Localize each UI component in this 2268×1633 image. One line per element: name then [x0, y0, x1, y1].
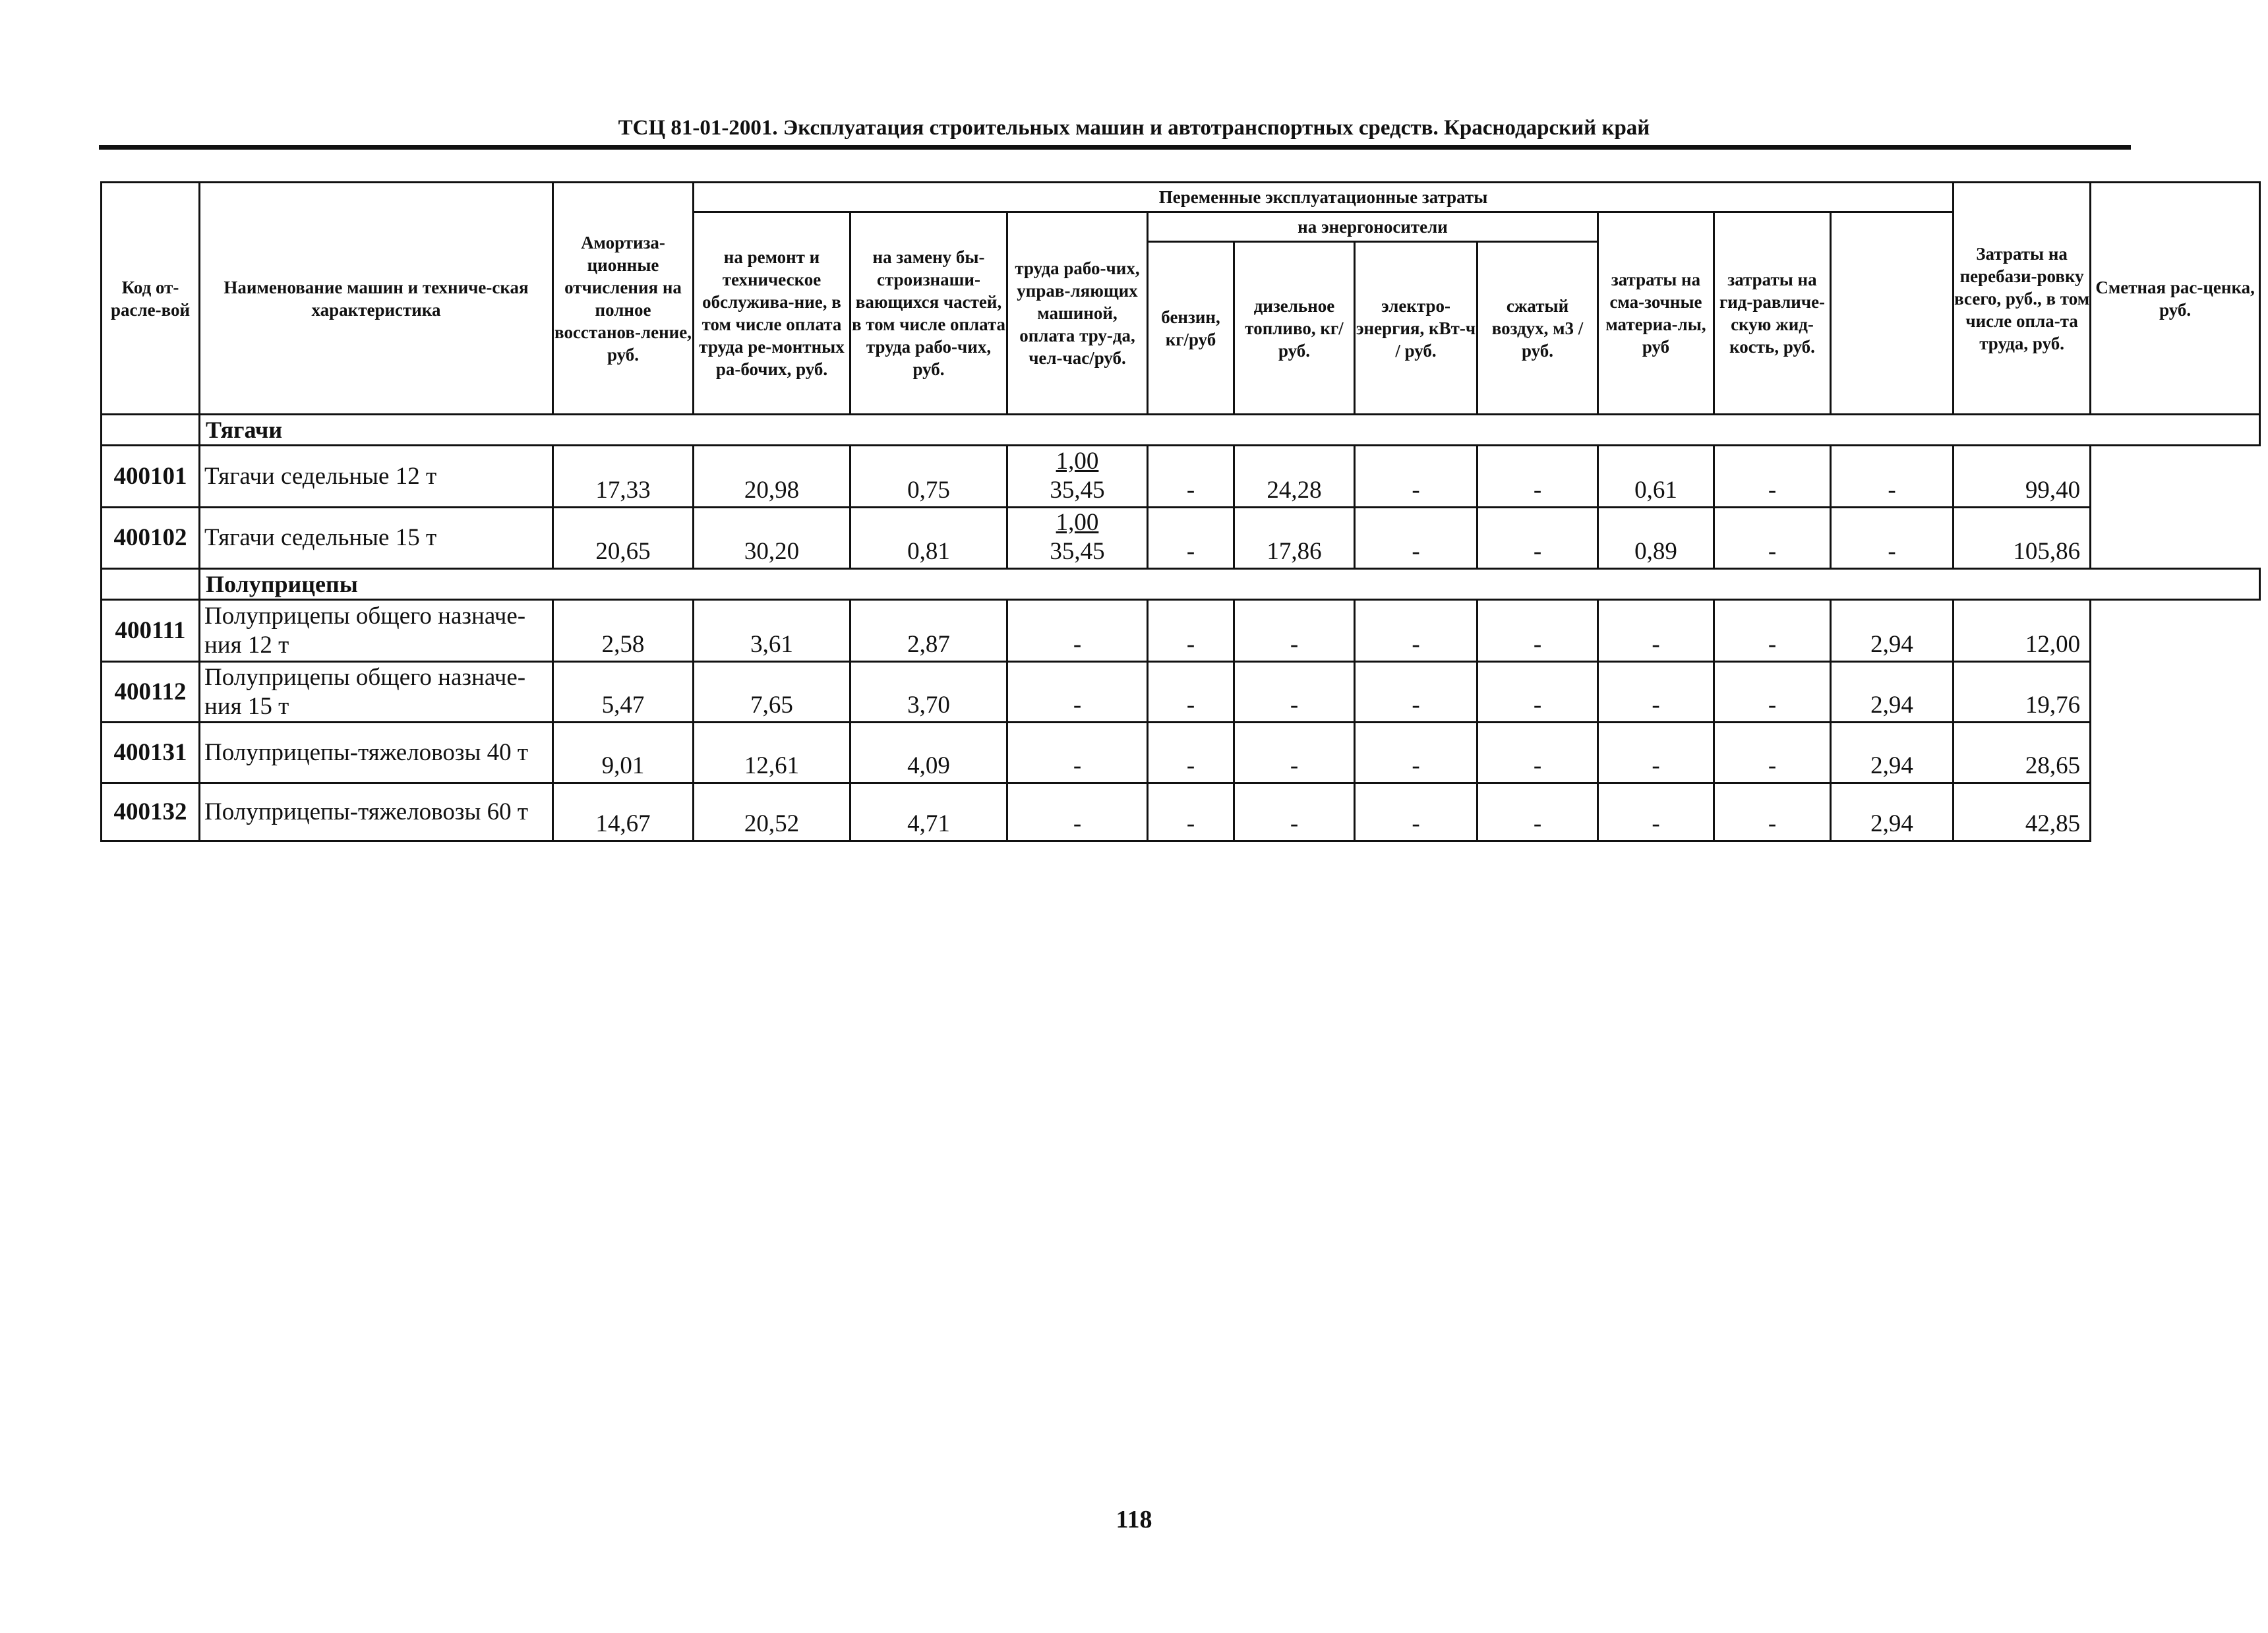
table-row	[102, 783, 2260, 841]
cell-repair: 7,65	[694, 662, 850, 723]
cell-labor: -	[1007, 600, 1148, 662]
cell-amortization: 2,58	[553, 600, 694, 662]
cell-diesel: 17,86	[1234, 508, 1355, 569]
table-row	[102, 446, 2260, 508]
row-code: 400101	[102, 446, 200, 508]
cell-parts: 0,81	[850, 508, 1007, 569]
col-header-diesel: дизельное топливо, кг/руб.	[1234, 242, 1355, 415]
cell-total: 19,76	[1954, 662, 2091, 723]
page-number: 118	[1116, 1506, 1152, 1533]
cell-relocation: 2,94	[1831, 662, 1954, 723]
cell-lubricants: 0,61	[1598, 446, 1714, 508]
cell-compressed-air: -	[1477, 508, 1598, 569]
cell-petrol: -	[1148, 600, 1234, 662]
col-header-amortization: Амортиза-ционные отчисления на полное восстанов-ление, руб.	[553, 183, 694, 415]
col-header-compressed-air: сжатый воздух, м3 / руб.	[1477, 242, 1598, 415]
col-header-energy: на энергоносители	[1148, 212, 1598, 242]
col-header-labor: труда рабо-чих, управ-ляющих машиной, оплата тру-да, чел-час/руб.	[1007, 212, 1148, 415]
cell-electric: -	[1355, 662, 1477, 723]
page-title: ТСЦ 81-01-2001. Эксплуатация строительных машин и автотранспортных средств. Краснодарский край	[618, 116, 1650, 140]
row-name: Полуприцепы общего назначе-ния 12 т	[200, 600, 553, 662]
labor-cost: 35,45	[1050, 477, 1105, 504]
cell-labor	[1007, 508, 1148, 569]
cell-compressed-air: -	[1477, 723, 1598, 783]
table-header	[102, 183, 2260, 415]
cell-lubricants: -	[1598, 662, 1714, 723]
cell-electric: -	[1355, 723, 1477, 783]
cell-labor: -	[1007, 783, 1148, 841]
cell-compressed-air: -	[1477, 783, 1598, 841]
col-header-repair: на ремонт и техническое обслужива-ние, в том числе оплата труда ре-монтных ра-бочих, руб.	[694, 212, 850, 415]
section-code-cell	[102, 569, 200, 600]
section-row	[102, 415, 2260, 446]
cell-electric: -	[1355, 600, 1477, 662]
cell-amortization: 17,33	[553, 446, 694, 508]
cell-compressed-air: -	[1477, 600, 1598, 662]
cell-parts: 4,09	[850, 723, 1007, 783]
labor-cost: 35,45	[1050, 538, 1105, 565]
cell-petrol: -	[1148, 508, 1234, 569]
section-row	[102, 569, 2260, 600]
cell-amortization: 9,01	[553, 723, 694, 783]
cell-relocation: -	[1831, 446, 1954, 508]
row-code: 400131	[102, 723, 200, 783]
col-header-total: Сметная рас-ценка, руб.	[2091, 183, 2260, 415]
cell-repair: 3,61	[694, 600, 850, 662]
cell-total: 99,40	[1954, 446, 2091, 508]
table-row	[102, 662, 2260, 723]
table-row	[102, 508, 2260, 569]
row-name: Тягачи седельные 12 т	[200, 446, 553, 508]
row-name: Полуприцепы-тяжеловозы 40 т	[200, 723, 553, 783]
row-name: Тягачи седельные 15 т	[200, 508, 553, 569]
cell-amortization: 5,47	[553, 662, 694, 723]
cell-lubricants: -	[1598, 600, 1714, 662]
rates-table	[100, 181, 2261, 842]
cell-lubricants: -	[1598, 723, 1714, 783]
cell-hydraulic: -	[1714, 446, 1831, 508]
labor-hours: 1,00	[1056, 509, 1099, 536]
row-code: 400112	[102, 662, 200, 723]
cell-diesel: -	[1234, 600, 1355, 662]
cell-diesel: -	[1234, 723, 1355, 783]
col-header-name: Наименование машин и техниче-ская характеристика	[200, 183, 553, 415]
cell-repair: 12,61	[694, 723, 850, 783]
title-rule	[99, 145, 2131, 150]
cell-amortization: 20,65	[553, 508, 694, 569]
cell-compressed-air: -	[1477, 446, 1598, 508]
cell-hydraulic: -	[1714, 723, 1831, 783]
cell-electric: -	[1355, 446, 1477, 508]
cell-hydraulic: -	[1714, 783, 1831, 841]
labor-fraction	[1050, 508, 1104, 566]
cell-relocation: 2,94	[1831, 723, 1954, 783]
cell-repair: 20,52	[694, 783, 850, 841]
cell-hydraulic: -	[1714, 600, 1831, 662]
cell-petrol: -	[1148, 723, 1234, 783]
cell-diesel: -	[1234, 783, 1355, 841]
cell-relocation: 2,94	[1831, 600, 1954, 662]
row-code: 400102	[102, 508, 200, 569]
cell-electric: -	[1355, 508, 1477, 569]
col-header-code: Код от-расле-вой	[102, 183, 200, 415]
col-header-variable-costs: Переменные эксплуатационные затраты	[694, 183, 1954, 212]
cell-total: 42,85	[1954, 783, 2091, 841]
cell-labor	[1007, 446, 1148, 508]
cell-lubricants: 0,89	[1598, 508, 1714, 569]
cell-hydraulic: -	[1714, 662, 1831, 723]
cell-lubricants: -	[1598, 783, 1714, 841]
cell-parts: 4,71	[850, 783, 1007, 841]
table-row	[102, 723, 2260, 783]
cell-labor: -	[1007, 723, 1148, 783]
cell-parts: 0,75	[850, 446, 1007, 508]
cell-diesel: -	[1234, 662, 1355, 723]
cell-parts: 3,70	[850, 662, 1007, 723]
cell-electric: -	[1355, 783, 1477, 841]
cell-compressed-air: -	[1477, 662, 1598, 723]
table-body	[102, 415, 2260, 841]
col-header-parts: на замену бы-строизнаши-вающихся частей, в том числе оплата труда рабо-чих, руб.	[850, 212, 1007, 415]
cell-relocation: 2,94	[1831, 783, 1954, 841]
row-name: Полуприцепы общего назначе-ния 15 т	[200, 662, 553, 723]
section-title: Полуприцепы	[200, 569, 2260, 600]
labor-fraction	[1050, 447, 1104, 505]
section-code-cell	[102, 415, 200, 446]
cell-total: 105,86	[1954, 508, 2091, 569]
table-row	[102, 600, 2260, 662]
row-name: Полуприцепы-тяжеловозы 60 т	[200, 783, 553, 841]
section-title: Тягачи	[200, 415, 2260, 446]
labor-hours: 1,00	[1056, 448, 1099, 475]
cell-relocation: -	[1831, 508, 1954, 569]
cell-parts: 2,87	[850, 600, 1007, 662]
col-header-lubricants: затраты на сма-зочные материа-лы, руб	[1598, 212, 1714, 415]
cell-total: 28,65	[1954, 723, 2091, 783]
row-code: 400132	[102, 783, 200, 841]
cell-petrol: -	[1148, 446, 1234, 508]
row-code: 400111	[102, 600, 200, 662]
col-header-relocation: Затраты на перебази-ровку всего, руб., в том числе опла-та труда, руб.	[1954, 183, 2091, 415]
col-header-electric: электро-энергия, кВт-ч / руб.	[1355, 242, 1477, 415]
cell-total: 12,00	[1954, 600, 2091, 662]
cell-amortization: 14,67	[553, 783, 694, 841]
cell-hydraulic: -	[1714, 508, 1831, 569]
cell-petrol: -	[1148, 662, 1234, 723]
cell-petrol: -	[1148, 783, 1234, 841]
cell-diesel: 24,28	[1234, 446, 1355, 508]
cell-repair: 20,98	[694, 446, 850, 508]
col-header-petrol: бензин, кг/руб	[1148, 242, 1234, 415]
cell-labor: -	[1007, 662, 1148, 723]
col-header-hydraulic: затраты на гид-равличе-скую жид-кость, руб.	[1714, 212, 1831, 415]
cell-repair: 30,20	[694, 508, 850, 569]
